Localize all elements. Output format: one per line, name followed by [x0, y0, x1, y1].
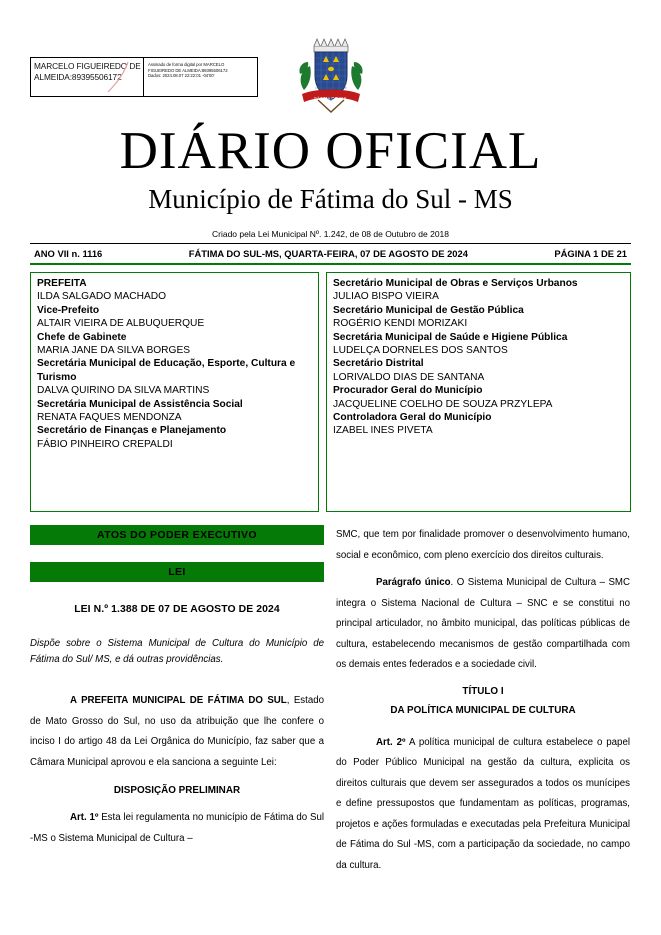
- masthead-creation-law: Criado pela Lei Municipal Nº. 1.242, de 08 de Outubro de 2018: [211, 229, 449, 239]
- column-left: [30, 525, 324, 925]
- official-entry: [37, 438, 313, 451]
- official-role: Secretário Municipal de Gestão Pública: [333, 304, 524, 316]
- page-indicator: PÁGINA 1 DE 21: [554, 248, 627, 259]
- official-name: LUDELÇA DORNELES DOS SANTOS: [333, 345, 508, 357]
- official-name: ILDA SALGADO MACHADO: [37, 291, 167, 303]
- official-entry: [333, 357, 625, 370]
- article-2: [336, 733, 630, 877]
- section-banner-lei: LEI: [30, 562, 324, 582]
- official-entry: [37, 398, 313, 411]
- official-name: JULIAO BISPO VIEIRA: [333, 291, 439, 303]
- page-title: DIÁRIO OFICIAL: [119, 122, 542, 180]
- official-entry: [333, 304, 625, 317]
- official-role: Vice-Prefeito: [37, 304, 100, 316]
- law-preamble: [30, 691, 324, 773]
- edition-info-bar: [30, 243, 631, 265]
- official-entry: [37, 317, 313, 330]
- official-entry: [37, 424, 313, 437]
- paragrafo-unico: [336, 573, 630, 676]
- official-name: LORIVALDO DIAS DE SANTANA: [333, 371, 485, 383]
- official-entry: [333, 371, 625, 384]
- coat-of-arms-icon: [296, 32, 366, 120]
- column-right: [336, 525, 630, 925]
- official-entry: [37, 277, 313, 290]
- official-role: Secretária Municipal de Assistência Social: [37, 398, 243, 410]
- law-ementa: Dispõe sobre o Sistema Municipal de Cultura do Município de Fátima do Sul/ MS, e dá outras providências.: [30, 638, 324, 665]
- official-entry: [37, 331, 313, 344]
- article-1-text: Esta lei regulamenta no município de Fátima do Sul -MS o Sistema Municipal de Cultura –: [30, 812, 324, 844]
- law-preamble-bold: A PREFEITA MUNICIPAL DE FÁTIMA DO SUL: [70, 695, 287, 707]
- official-name: ALTAIR VIEIRA DE ALBUQUERQUE: [37, 318, 205, 330]
- paragrafo-unico-label: Parágrafo único: [376, 577, 451, 588]
- official-entry: [333, 384, 625, 397]
- content-columns: [30, 525, 631, 925]
- signature-detail-line-1: Assinado de forma digital por MARCELO: [148, 62, 225, 67]
- titulo-i-heading: TÍTULO I: [462, 685, 504, 697]
- official-entry: [37, 411, 313, 424]
- paragrafo-unico-text: . O Sistema Municipal de Cultura – SMC integra o Sistema Nacional de Cultura – SNC e se constitui no principal articulador, no âmbito municipal, das políticas públicas de cultura, estabelecendo mecanismos de gestão compartilhada com os demais entes federados e a sociedade civil.: [336, 577, 630, 670]
- officials-right-box: [326, 272, 631, 512]
- official-entry: [333, 317, 625, 330]
- signature-details: [144, 58, 257, 96]
- official-role: Secretária Municipal de Educação, Esporte, Cultura e Turismo: [37, 358, 296, 383]
- official-entry: [37, 357, 313, 384]
- official-entry: [37, 344, 313, 357]
- signature-signer-name: MARCELO FIGUEIREDO DE ALMEIDA:89395506172: [34, 61, 141, 82]
- officials-panel: [30, 272, 631, 512]
- official-name: MARIA JANE DA SILVA BORGES: [37, 345, 191, 357]
- place-and-date: FÁTIMA DO SUL-MS, QUARTA-FEIRA, 07 DE AGOSTO DE 2024: [188, 248, 468, 259]
- official-role: Controladora Geral do Município: [333, 412, 492, 424]
- official-name: ROGÉRIO KENDI MORIZAKI: [333, 318, 468, 330]
- officials-left-box: [30, 272, 319, 512]
- article-1: [30, 808, 324, 849]
- law-title: LEI N.º 1.388 DE 07 DE AGOSTO DE 2024: [74, 604, 280, 615]
- official-role: Chefe de Gabinete: [37, 331, 127, 343]
- section-banner-executive-acts: ATOS DO PODER EXECUTIVO: [30, 525, 324, 545]
- titulo-i-subheading: DA POLÍTICA MUNICIPAL DE CULTURA: [390, 704, 576, 716]
- law-preamble-rest: , Estado de Mato Grosso do Sul, no uso da atribuição que lhe confere o inciso I do artigo 48 da Lei Orgânica do Município, faz saber que a Câmara Municipal aprovou e ela sanciona a seguinte Lei:: [30, 695, 325, 768]
- signature-detail-line-2: FIGUEIREDO DE ALMEIDA:89395506172: [148, 67, 228, 73]
- official-entry: [333, 277, 625, 290]
- official-entry: [333, 411, 625, 424]
- official-entry: [333, 398, 625, 411]
- official-name: JACQUELINE COELHO DE SOUZA PRZYLEPA: [333, 398, 553, 410]
- signature-detail-line-3: Dados: 2024.08.07 22:22:01 -04'00': [148, 73, 215, 79]
- disposition-heading: DISPOSIÇÃO PRELIMINAR: [113, 785, 241, 797]
- official-entry: [333, 344, 625, 357]
- official-name: IZABEL INES PIVETA: [333, 425, 433, 437]
- official-name: FÁBIO PINHEIRO CREPALDI: [37, 438, 173, 450]
- official-role: Secretário Municipal de Obras e Serviços Urbanos: [333, 278, 578, 289]
- official-entry: [333, 290, 625, 303]
- official-role: Secretário de Finanças e Planejamento: [37, 425, 227, 437]
- official-role: Secretária Municipal de Saúde e Higiene Pública: [333, 331, 568, 343]
- official-entry: [37, 304, 313, 317]
- digital-signature-box: [30, 57, 258, 97]
- official-entry: [37, 384, 313, 397]
- masthead-subtitle: Município de Fátima do Sul - MS: [148, 184, 513, 214]
- official-role: PREFEITA: [37, 278, 87, 289]
- article-1-continuation: SMC, que tem por finalidade promover o desenvolvimento humano, social e econômico, com pleno exercício dos direitos culturais.: [336, 529, 630, 561]
- official-role: Secretário Distrital: [333, 358, 424, 370]
- official-entry: [333, 424, 625, 437]
- article-2-text: A política municipal de cultura estabelece o papel do Poder Público Municipal na gestão da cultura, explicita os direitos culturais que devem ser assegurados a todos os munícipes e define pressupostos que fundamentam as políticas, programas, projetos e ações formuladas e executadas pela Prefeitura Municipal de Fátima do Sul -MS, com a participação da sociedade, no campo da cultura.: [336, 736, 630, 871]
- official-name: RENATA FAQUES MENDONZA: [37, 412, 182, 424]
- official-name: DALVA QUIRINO DA SILVA MARTINS: [37, 385, 210, 397]
- official-role: Procurador Geral do Município: [333, 385, 483, 397]
- official-entry: [333, 331, 625, 344]
- edition-number: ANO VII n. 1116: [34, 248, 103, 259]
- article-1-label: Art. 1º: [70, 812, 99, 824]
- crest-banner-text: FÁTIMA DO SUL: [314, 96, 348, 101]
- article-2-label: Art. 2º: [376, 736, 406, 748]
- masthead: [0, 122, 661, 240]
- official-entry: [37, 290, 313, 303]
